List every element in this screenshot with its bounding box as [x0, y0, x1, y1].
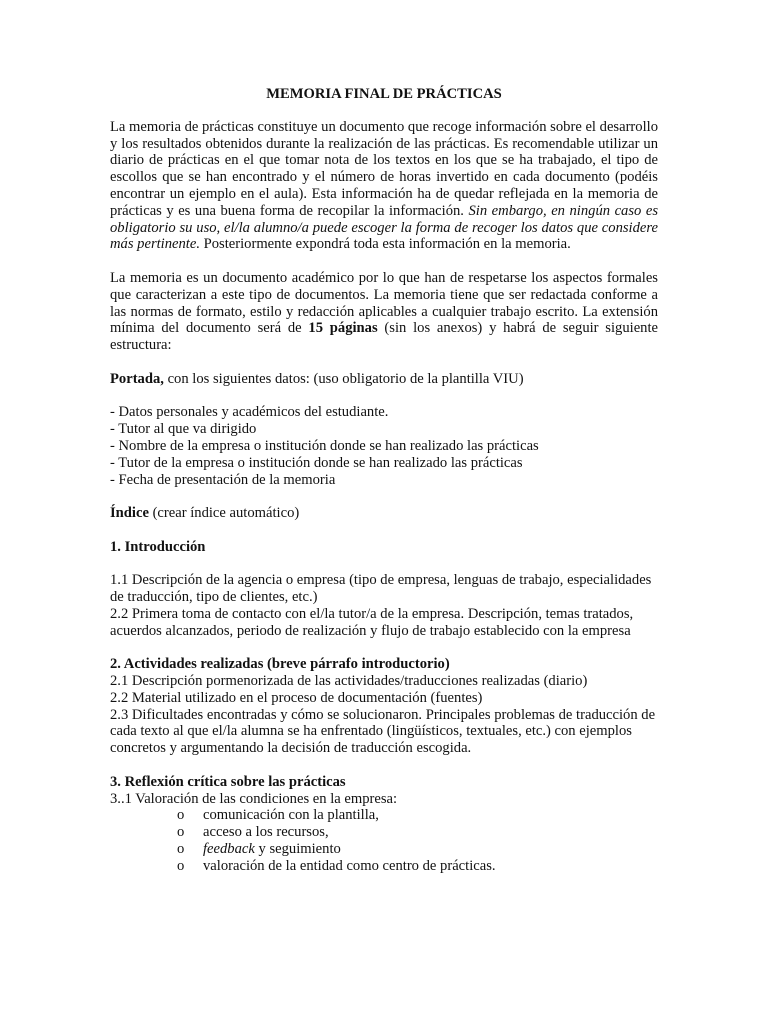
bullet-text: comunicación con la plantilla, — [203, 807, 379, 824]
section-3-subheading: 3..1 Valoración de las condiciones en la empresa: — [110, 790, 398, 807]
page-count-emphasis: 15 páginas — [308, 320, 378, 337]
document-title: MEMORIA FINAL DE PRÁCTICAS — [266, 86, 502, 102]
spacer — [110, 522, 658, 539]
format-text: La memoria es un documento académico por lo que han de respetarse los aspectos formales que caracterizan a este tipo de documentos. La memoria tiene que ser redactada conforme a las normas de formato, estilo y redacción aplicables a cualquier trabajo escrito. La extensión mínima del documento será de — [110, 269, 658, 337]
section-1-heading: 1. Introducción — [110, 538, 206, 555]
document-page — [110, 86, 658, 875]
intro-text-end: Posteriormente expondrá toda esta información en la memoria. — [199, 236, 571, 253]
list-item: - Tutor de la empresa o institución donde se han realizado las prácticas — [110, 454, 523, 471]
format-text-end: (sin los anexos) y habrá de seguir siguiente estructura: — [110, 320, 659, 354]
format-paragraph — [110, 270, 658, 354]
spacer — [110, 253, 658, 270]
list-item: - Nombre de la empresa o institución donde se han realizado las prácticas — [110, 437, 539, 454]
list-item: 2.2 Material utilizado en el proceso de documentación (fuentes) — [110, 689, 483, 706]
indice-text: (crear índice automático) — [148, 505, 300, 522]
spacer — [110, 556, 658, 573]
list-item: 2.3 Dificultades encontradas y cómo se solucionaron. Principales problemas de traducción de cada texto al que el/la alumna se ha enfrentado (lingüísticos, textuales, etc.) con ejemplos concretos y argumentando la decisión de traducción escogida. — [110, 706, 656, 757]
section-2-heading: 2. Actividades realizadas (breve párrafo introductorio) — [110, 656, 450, 673]
bullet-marker: o — [177, 857, 185, 874]
bullet-text: valoración de la entidad como centro de prácticas. — [203, 857, 496, 874]
list-item: - Tutor al que va dirigido — [110, 421, 257, 438]
bullet-marker: o — [177, 824, 185, 841]
section-3-heading: 3. Reflexión crítica sobre las prácticas — [110, 773, 346, 790]
spacer — [110, 757, 658, 774]
intro-text: La memoria de prácticas constituye un documento que recoge información sobre el desarrollo y los resultados obtenidos durante la realización de las prácticas. Es recomendable utilizar un diario de prácticas en el que tomar nota de los textos en los que se ha trabajado, el tipo de escollos que se han encontrado y el número de horas invertido en cada documento (podéis encontrar un ejemplo en el aula). Esta información ha de quedar reflejada en la memoria de prácticas y es una buena forma de recopilar la información. — [110, 118, 658, 219]
bullet-text: acceso a los recursos, — [203, 824, 329, 841]
evaluation-bullet-list — [110, 807, 658, 874]
list-item: - Datos personales y académicos del estudiante. — [110, 404, 389, 421]
list-item — [110, 807, 658, 824]
spacer — [110, 354, 658, 371]
list-item: 2.1 Descripción pormenorizada de las actividades/traducciones realizadas (diario) — [110, 673, 588, 690]
spacer — [110, 388, 658, 405]
list-item: - Fecha de presentación de la memoria — [110, 471, 336, 488]
bullet-text: y seguimiento — [254, 841, 341, 858]
portada-list — [110, 404, 658, 488]
portada-label: Portada, — [110, 370, 164, 387]
spacer — [110, 488, 658, 505]
spacer — [110, 640, 658, 657]
bullet-marker: o — [177, 841, 185, 858]
intro-paragraph — [110, 119, 658, 253]
indice-label: Índice — [110, 505, 149, 522]
portada-text: con los siguientes datos: (uso obligatorio de la plantilla VIU) — [163, 370, 524, 387]
list-item: 2.2 Primera toma de contacto con el/la tutor/a de la empresa. Descripción, temas tratados, acuerdos alcanzados, periodo de realización y flujo de trabajo establecido con la empresa — [110, 605, 634, 639]
list-item — [110, 824, 658, 841]
portada-line — [110, 371, 658, 388]
bullet-marker: o — [177, 807, 185, 824]
list-item: 1.1 Descripción de la agencia o empresa (tipo de empresa, lenguas de trabajo, especialidades de traducción, tipo de clientes, etc.) — [110, 572, 652, 606]
intro-italic-note: Sin embargo, en ningún caso es obligatorio su uso, el/la alumno/a puede escoger la forma de recoger los datos que considere más pertinente. — [110, 202, 659, 253]
indice-line — [110, 505, 658, 522]
list-item — [110, 841, 658, 858]
bullet-italic-term: feedback — [203, 841, 255, 858]
list-item — [110, 858, 658, 875]
